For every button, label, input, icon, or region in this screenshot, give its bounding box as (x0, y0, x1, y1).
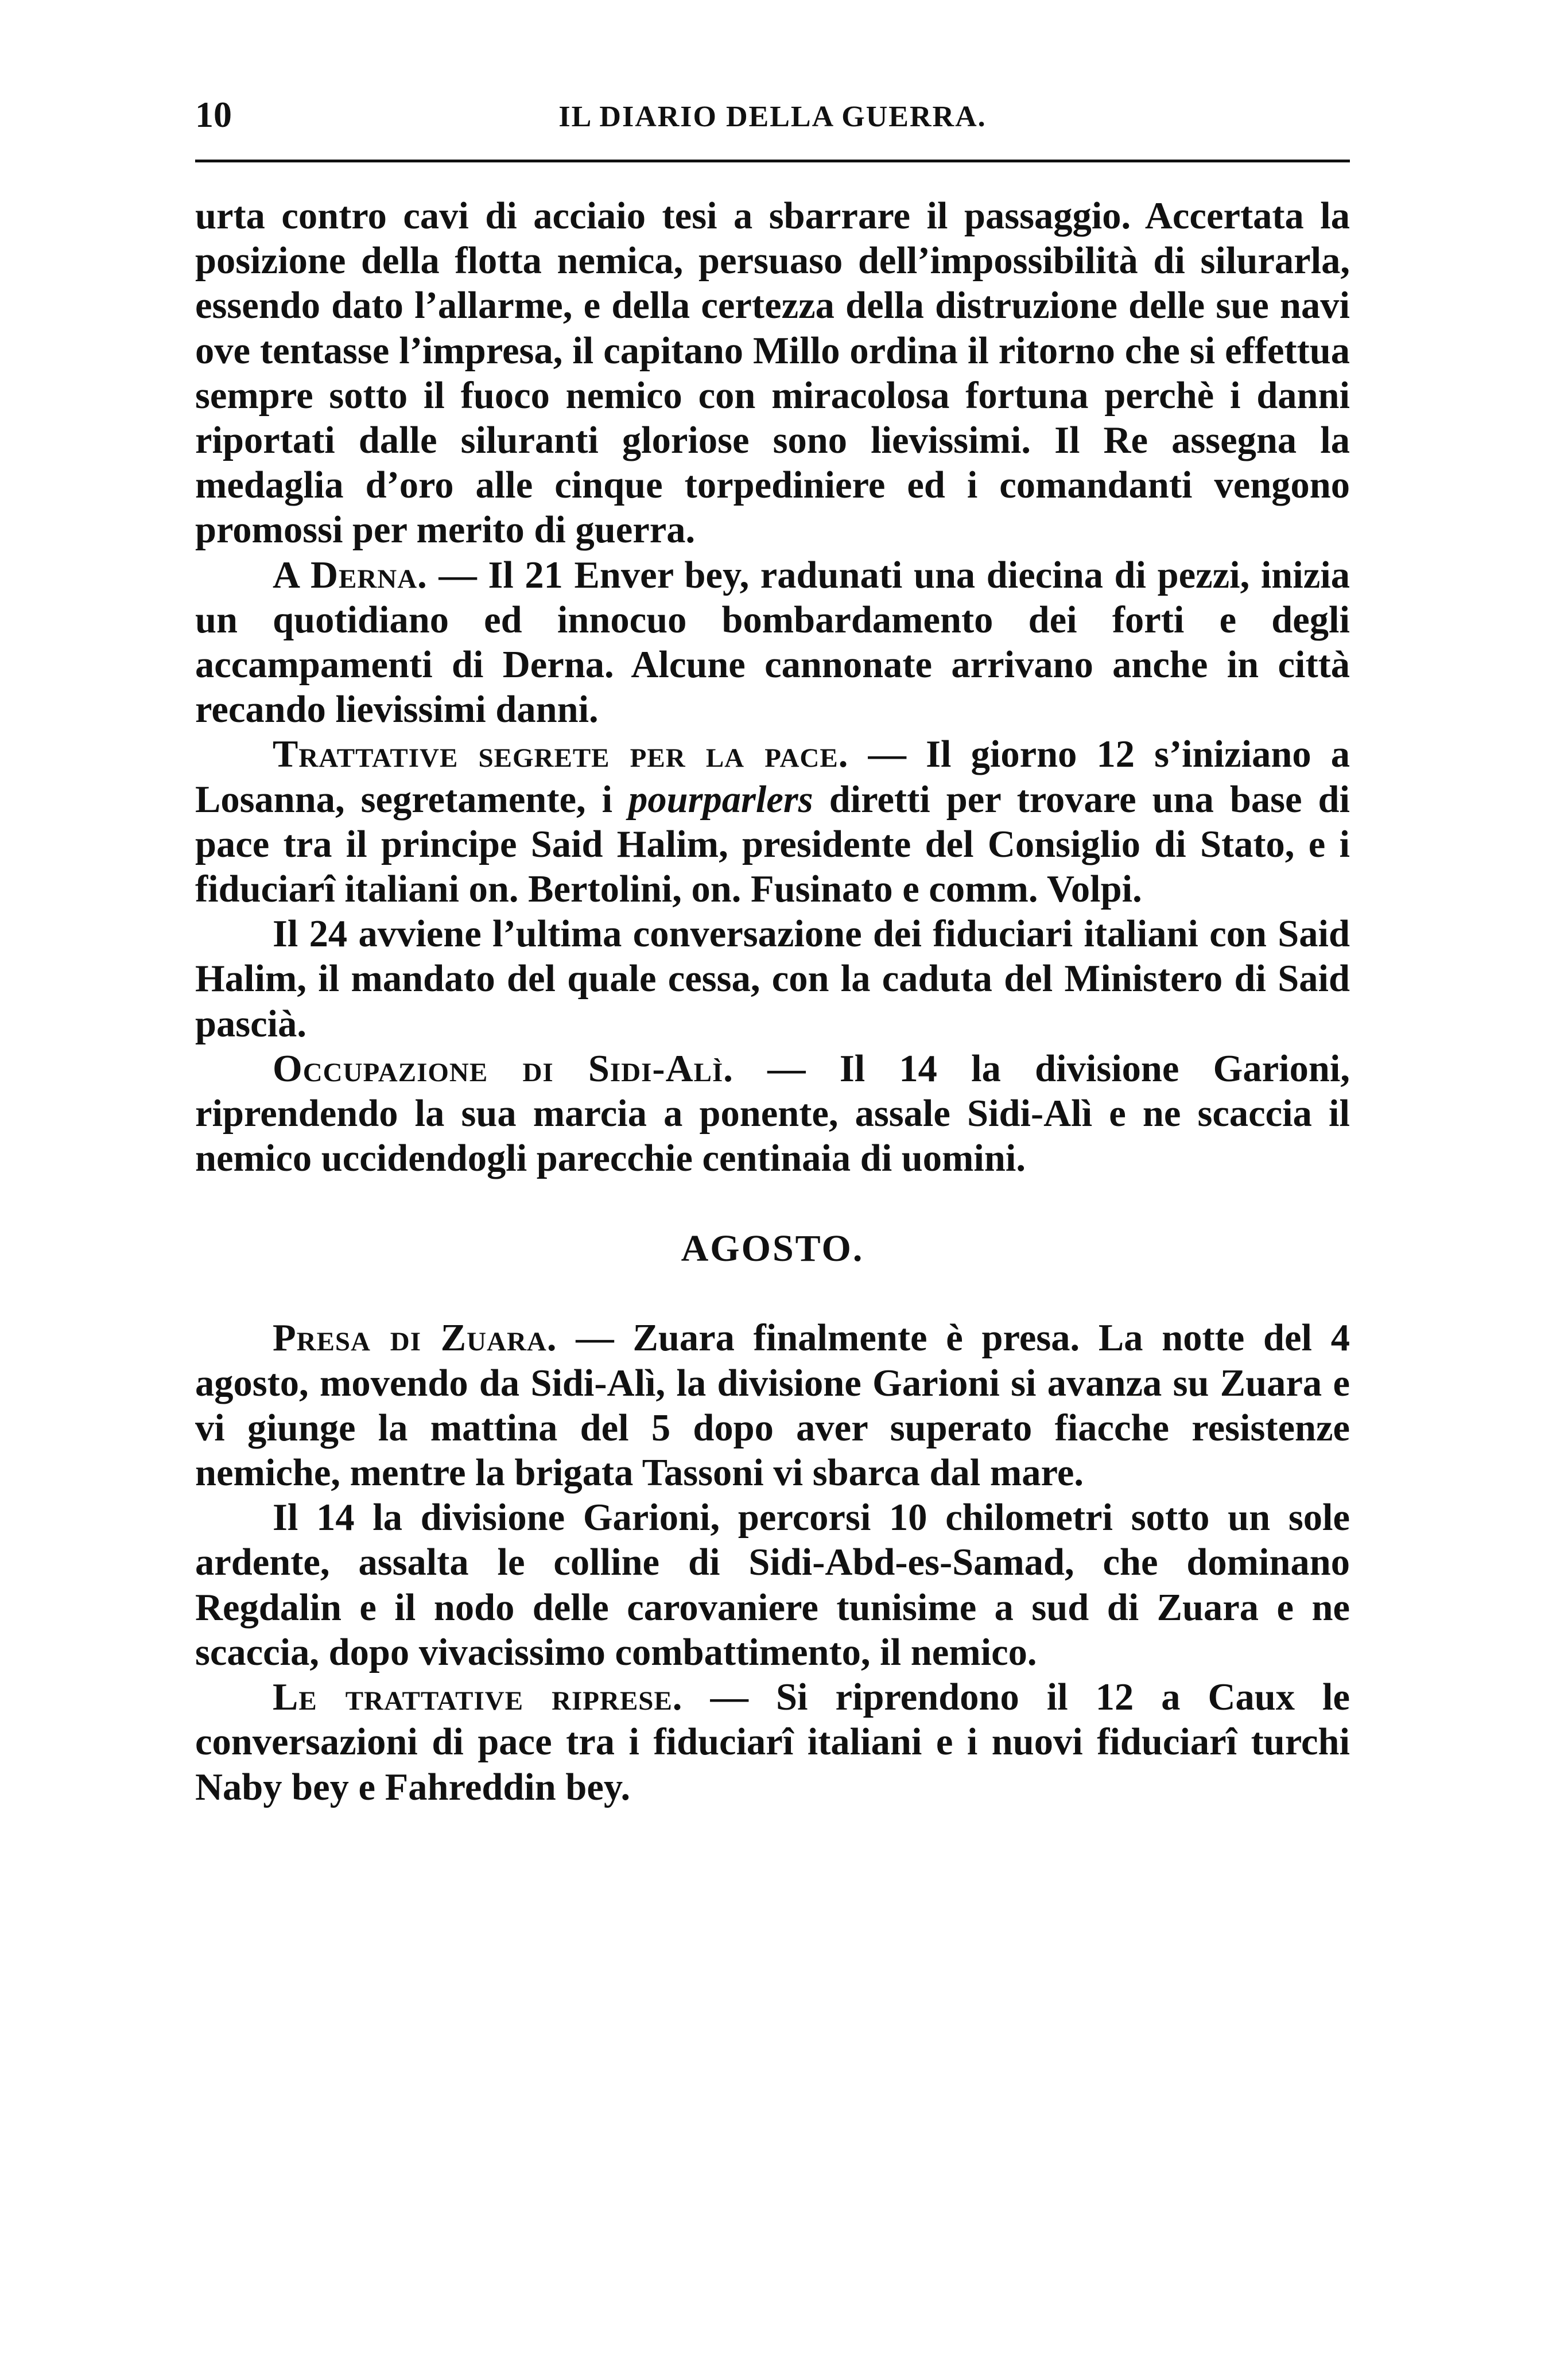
paragraph-text: Il 14 la divisione Garioni, percorsi 10 chilometri sotto un sole ardente, assalta le colline di Sidi-Abd-es-Samad, che dominano Regdalin e il nodo delle carovaniere tunisime a sud di Zuara e ne scaccia, dopo vivacissimo combattimento, il nemico. (195, 1497, 1350, 1673)
paragraph-heading: Le trattative riprese. (273, 1676, 683, 1719)
paragraph-text: Il 24 avviene l’ultima conversazione dei fiduciari italiani con Said Halim, il mandato del quale cessa, con la caduta del Ministero di Said pascià. (195, 913, 1350, 1045)
paragraph-sidi-ali (195, 1047, 1350, 1182)
paragraph-derna (195, 553, 1350, 733)
paragraph-ultima-conversazione (195, 912, 1350, 1047)
paragraph-presa-zuara (195, 1316, 1350, 1496)
paragraph-trattative-segrete (195, 732, 1350, 912)
paragraph-text: — Il 21 Enver bey, radunati una diecina di pezzi, inizia un quotidiano ed innocuo bombardamento dei forti e degli accampamenti di Derna. Alcune cannonate arrivano anche in città recando lievissimi danni. (195, 554, 1350, 731)
paragraph-text: — Si riprendono il 12 a Caux le conversazioni di pace tra i fiduciarî italiani e i nuovi fiduciarî turchi Naby bey e Fahreddin bey. (195, 1676, 1350, 1808)
section-title-agosto: AGOSTO. (681, 1227, 864, 1269)
paragraph-sidi-abd-es-samad (195, 1496, 1350, 1675)
paragraph-text: urta contro cavi di acciaio tesi a sbarrare il passaggio. Accertata la posizione della flotta nemica, persuaso dell’impossibilità di silurarla, essendo dato l’allarme, e della certezza della distruzione delle sue navi ove tentasse l’impresa, il capitano Millo ordina il ritorno che si effettua sempre sotto il fuoco nemico con miracolosa fortuna perchè i danni riportati dalle siluranti gloriose sono lievissimi. Il Re assegna la medaglia d’oro alle cinque torpediniere ed i comandanti vengono promossi per merito di guerra. (195, 195, 1350, 552)
paragraph-heading: Occupazione di Sidi-Alì. (273, 1047, 733, 1090)
header-rule (195, 160, 1350, 162)
paragraph-heading: Trattative segrete per la pace. (273, 733, 849, 776)
italic-term: pourparlers (628, 778, 813, 821)
paragraph-heading: Presa di Zuara. (273, 1317, 557, 1360)
running-head: IL DIARIO DELLA GUERRA. (558, 100, 987, 133)
paragraph-text: — Zuara finalmente è presa. La notte del 4 agosto, movendo da Sidi-Alì, la divisione Garioni si avanza su Zuara e vi giunge la mattina del 5 dopo aver superato fiacche resistenze nemiche, mentre la brigata Tassoni vi sbarca dal mare. (195, 1317, 1350, 1494)
paragraph-1 (195, 194, 1350, 553)
paragraph-heading: A Derna. (273, 554, 428, 596)
page-number: 10 (195, 94, 232, 135)
body-text (195, 194, 1350, 1810)
paragraph-text: — Il giorno 12 s’iniziano a Losanna, segretamente, i (195, 733, 1350, 821)
paragraph-text: — Il 14 la divisione Garioni, riprendendo la sua marcia a ponente, assale Sidi-Alì e ne scaccia il nemico uccidendogli parecchie centinaia di uomini. (195, 1047, 1350, 1180)
paragraph-text: diretti per trovare una base di pace tra il principe Said Halim, presidente del Consiglio di Stato, e i fiduciarî italiani on. Bertolini, on. Fusinato e comm. Volpi. (195, 778, 1350, 911)
page-header (195, 86, 1350, 149)
paragraph-trattative-riprese (195, 1675, 1350, 1810)
